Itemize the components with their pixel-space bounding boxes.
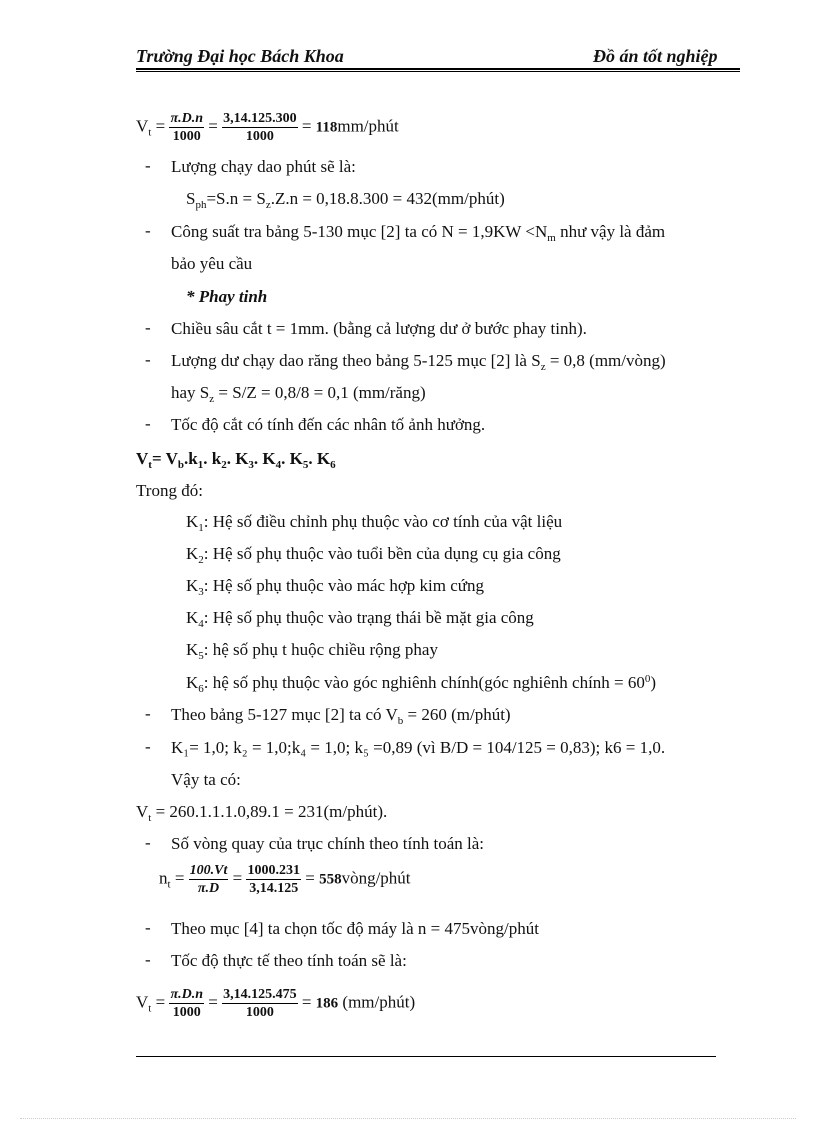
feed-per-minute-text: Lượng chạy dao phút sẽ là: <box>171 157 356 176</box>
vb-text: Theo bảng 5-127 mục [2] ta có $V_b = 260$ (m/phút) <box>171 705 511 727</box>
bullet: - <box>145 221 151 240</box>
header-doc-type: Đồ án tốt nghiệp <box>593 46 718 66</box>
bullet: - <box>145 318 151 337</box>
k-values-text: K₁= 1,0; k₂ = 1,0;k₄ = 1,0; k₅ =0,89 (vì B/D = 104/125 = 0,83); k6 = 1,0. <box>171 738 666 757</box>
header-rule-bottom <box>136 71 740 72</box>
header-school: Trường Đại học Bách Khoa <box>136 46 344 66</box>
factor-k6: $K_6$: hệ số phụ thuộc vào góc nghiênh chính(góc nghiênh chính = $60^0$) <box>186 673 657 695</box>
factor-k5: $K_5$: hệ số phụ t huộc chiều rộng phay <box>186 640 438 662</box>
vay-ta-co: Vậy ta có: <box>171 770 241 789</box>
factor-k4: $K_4$: Hệ số phụ thuộc vào trạng thái bề mặt gia công <box>186 608 534 630</box>
actual-speed-text: Tốc độ thực tế theo tính toán sẽ là: <box>171 951 407 970</box>
bullet: - <box>145 156 151 175</box>
bullet: - <box>145 704 151 723</box>
bullet: - <box>145 350 151 369</box>
equation-vt-final: $V_t$ = $\frac{\pi.D.n}{1000}$ = $\frac{3,14.125.475}{1000}$ = 186 (mm/phút) <box>136 987 416 1020</box>
equation-vt-1: $V_t$ = $\frac{\pi.D.n}{1000}$ = $\frac{3,14.125.300}{1000}$ = 118mm/phút <box>136 111 399 144</box>
vt-calc: $V_t = 260.1.1.1.0,89.1$ = 231(m/phút). <box>136 802 388 824</box>
fraction-1: $\frac{\pi.D.n}{1000}$ <box>170 111 203 144</box>
power-text: Công suất tra bảng 5-130 mục [2] ta có $N = 1,9KW <N_m$ như vậy là đảm <box>171 222 666 244</box>
speed-factors-text: Tốc độ cắt có tính đến các nhân tố ảnh hưởng. <box>171 415 486 434</box>
tooth-feed-text-cont: hay $S_z = S/Z = 0,8/8 = 0,1$ (mm/răng) <box>171 383 426 405</box>
factor-k2: $K_2$: Hệ số phụ thuộc vào tuổi bền của dụng cụ gia công <box>186 544 561 566</box>
factor-k3: $K_3$: Hệ số phụ thuộc vào mác hợp kim cứng <box>186 576 485 598</box>
equation-nt: $n_t$ = $\frac{100.Vt}{\pi.D}$ = $\frac{1000.231}{3,14.125}$ = 558vòng/phút <box>159 863 411 896</box>
bullet: - <box>145 950 151 969</box>
trong-do-label: Trong đó: <box>136 481 203 500</box>
bullet: - <box>145 737 151 756</box>
cut-depth-text: Chiều sâu cắt t = 1mm. (bằng cả lượng dư ở bước phay tinh). <box>171 319 587 338</box>
feed-per-minute-formula: $S_{ph}=S.n = S_z.Z.n = 0,18.8.300$ = 432(mm/phút) <box>186 189 505 211</box>
footer-rule <box>136 1056 716 1057</box>
fraction-nt-1: $\frac{100.Vt}{\pi.D}$ <box>189 863 228 896</box>
tooth-feed-text: Lượng dư chạy dao răng theo bảng 5-125 mục [2] là $S_z = 0,8$ (mm/vòng) <box>171 351 666 373</box>
fraction-final-1: $\frac{\pi.D.n}{1000}$ <box>170 987 203 1020</box>
vt-formula: $V_t= V_b.k_1$. $k_2$. $K_3$. $K_4$. $K_5$. $K_6$ <box>136 449 336 471</box>
page-edge-dots <box>20 1118 796 1119</box>
header-rule-top <box>136 68 740 70</box>
phay-tinh-heading: * Phay tinh <box>186 287 268 306</box>
fraction-final-2: $\frac{3,14.125.475}{1000}$ <box>223 987 297 1020</box>
machine-speed-text: Theo mục [4] ta chọn tốc độ máy là n = 475vòng/phút <box>171 919 539 938</box>
fraction-2: $\frac{3,14.125.300}{1000}$ <box>223 111 297 144</box>
fraction-nt-2: $\frac{1000.231}{3,14.125}$ <box>247 863 300 896</box>
factor-k1: $K_1$: Hệ số điều chỉnh phụ thuộc vào cơ tính của vật liệu <box>186 512 563 534</box>
bullet: - <box>145 918 151 937</box>
power-text-cont: bảo yêu cầu <box>171 254 253 273</box>
bullet: - <box>145 833 151 852</box>
bullet: - <box>145 414 151 433</box>
spindle-speed-text: Số vòng quay của trục chính theo tính toán là: <box>171 834 485 853</box>
